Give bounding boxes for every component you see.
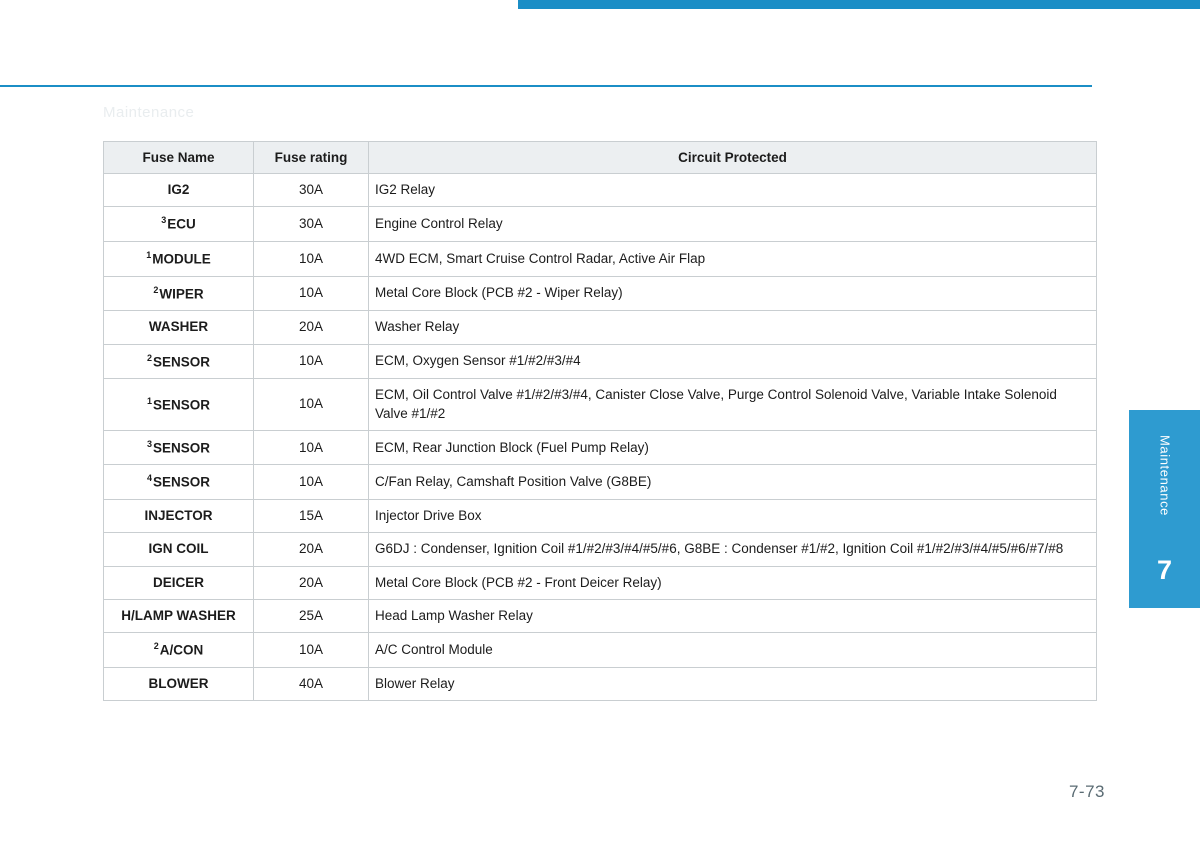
cell-circuit-protected: IG2 Relay xyxy=(369,174,1097,207)
fuse-name-text: WIPER xyxy=(159,286,204,302)
fuse-name-text: MODULE xyxy=(152,251,211,267)
table-row xyxy=(104,174,1097,207)
table-row xyxy=(104,667,1097,700)
background-watermark: Maintenance xyxy=(103,104,195,121)
table-row xyxy=(104,344,1097,379)
cell-circuit-protected: A/C Control Module xyxy=(369,633,1097,668)
cell-fuse-name xyxy=(104,344,254,379)
cell-fuse-name xyxy=(104,241,254,276)
fuse-name-text: IG2 xyxy=(167,182,190,197)
fuse-name-superscript: 1 xyxy=(146,249,152,260)
cell-fuse-name xyxy=(104,207,254,242)
cell-fuse-rating: 10A xyxy=(254,344,369,379)
fuse-name-superscript: 4 xyxy=(146,473,152,484)
fuse-name-text: WASHER xyxy=(148,319,209,335)
side-tab-number: 7 xyxy=(1156,555,1173,585)
column-header-fuse-rating: Fuse rating xyxy=(254,142,369,174)
cell-fuse-rating: 20A xyxy=(254,311,369,344)
table-row xyxy=(104,430,1097,465)
cell-circuit-protected: Washer Relay xyxy=(369,311,1097,344)
cell-circuit-protected: Metal Core Block (PCB #2 - Front Deicer Relay) xyxy=(369,566,1097,599)
cell-fuse-rating: 40A xyxy=(254,667,369,700)
cell-circuit-protected: ECM, Oil Control Valve #1/#2/#3/#4, Canister Close Valve, Purge Control Solenoid Valve, Variable Intake Solenoid Valve #1/#2 xyxy=(369,379,1097,430)
fuse-table xyxy=(103,141,1097,701)
fuse-name-text: BLOWER xyxy=(148,675,209,691)
cell-fuse-rating: 30A xyxy=(254,207,369,242)
cell-circuit-protected: Head Lamp Washer Relay xyxy=(369,599,1097,632)
fuse-name-text: H/LAMP WASHER xyxy=(121,607,236,623)
cell-fuse-rating: 30A xyxy=(254,174,369,207)
fuse-name-text: DEICER xyxy=(152,574,204,590)
cell-fuse-rating: 10A xyxy=(254,276,369,311)
cell-circuit-protected: C/Fan Relay, Camshaft Position Valve (G8BE) xyxy=(369,465,1097,500)
column-header-circuit-protected: Circuit Protected xyxy=(369,142,1097,174)
cell-fuse-rating: 20A xyxy=(254,533,369,566)
fuse-name-text: INJECTOR xyxy=(144,508,213,524)
table-row xyxy=(104,241,1097,276)
fuse-name-text: SENSOR xyxy=(153,474,211,490)
table-row xyxy=(104,566,1097,599)
table-row xyxy=(104,207,1097,242)
page-number: 7-73 xyxy=(1068,782,1105,801)
table-row xyxy=(104,599,1097,632)
cell-fuse-rating: 15A xyxy=(254,500,369,533)
side-tab-label: Maintenance xyxy=(1157,434,1172,517)
table-row xyxy=(104,533,1097,566)
cell-fuse-name xyxy=(104,379,254,430)
fuse-name-superscript: 2 xyxy=(153,284,159,295)
cell-fuse-name xyxy=(104,599,254,632)
cell-fuse-name xyxy=(104,500,254,533)
table-header xyxy=(104,142,1097,174)
cell-circuit-protected: ECM, Oxygen Sensor #1/#2/#3/#4 xyxy=(369,344,1097,379)
fuse-name-text: SENSOR xyxy=(153,440,211,456)
table-row xyxy=(104,633,1097,668)
fuse-name-superscript: 3 xyxy=(161,215,167,226)
fuse-name-superscript: 1 xyxy=(146,395,152,406)
table-row xyxy=(104,465,1097,500)
cell-fuse-rating: 20A xyxy=(254,566,369,599)
fuse-name-superscript: 2 xyxy=(153,641,159,652)
cell-fuse-rating: 10A xyxy=(254,633,369,668)
cell-circuit-protected: G6DJ : Condenser, Ignition Coil #1/#2/#3/#4/#5/#6, G8BE : Condenser #1/#2, Ignition Coil #1/#2/#3/#4/#5/#6/#7/#8 xyxy=(369,533,1097,566)
cell-circuit-protected: ECM, Rear Junction Block (Fuel Pump Relay) xyxy=(369,430,1097,465)
table-row xyxy=(104,276,1097,311)
fuse-name-text: SENSOR xyxy=(153,354,211,370)
cell-fuse-name xyxy=(104,465,254,500)
cell-circuit-protected: 4WD ECM, Smart Cruise Control Radar, Active Air Flap xyxy=(369,241,1097,276)
cell-fuse-rating: 25A xyxy=(254,599,369,632)
cell-circuit-protected: Injector Drive Box xyxy=(369,500,1097,533)
cell-fuse-rating: 10A xyxy=(254,430,369,465)
column-header-fuse-name: Fuse Name xyxy=(104,142,254,174)
cell-fuse-name xyxy=(104,430,254,465)
table-row xyxy=(104,379,1097,430)
cell-circuit-protected: Metal Core Block (PCB #2 - Wiper Relay) xyxy=(369,276,1097,311)
section-side-tab xyxy=(1129,410,1200,608)
cell-fuse-rating: 10A xyxy=(254,379,369,430)
header-divider-rule xyxy=(0,85,1092,87)
cell-fuse-name xyxy=(104,311,254,344)
fuse-name-text: IGN COIL xyxy=(148,541,209,557)
top-accent-bar xyxy=(518,0,1200,9)
fuse-name-superscript: 2 xyxy=(146,352,152,363)
fuse-name-text: A/CON xyxy=(159,642,204,658)
fuse-name-text: SENSOR xyxy=(153,397,211,413)
table-header-row xyxy=(104,142,1097,174)
cell-fuse-name xyxy=(104,633,254,668)
cell-fuse-rating: 10A xyxy=(254,465,369,500)
cell-circuit-protected: Blower Relay xyxy=(369,667,1097,700)
fuse-name-text: ECU xyxy=(167,216,196,232)
cell-fuse-rating: 10A xyxy=(254,241,369,276)
fuse-name-superscript: 3 xyxy=(146,438,152,449)
table-row xyxy=(104,500,1097,533)
cell-fuse-name xyxy=(104,276,254,311)
cell-fuse-name xyxy=(104,533,254,566)
cell-fuse-name xyxy=(104,566,254,599)
table-body xyxy=(104,174,1097,701)
cell-fuse-name xyxy=(104,174,254,207)
cell-fuse-name xyxy=(104,667,254,700)
table-row xyxy=(104,311,1097,344)
cell-circuit-protected: Engine Control Relay xyxy=(369,207,1097,242)
